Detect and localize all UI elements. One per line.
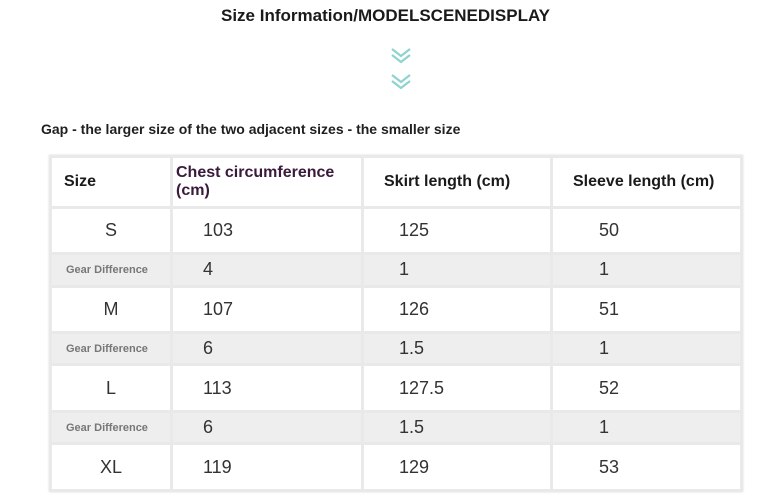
sleeve-value: 53 (553, 445, 740, 489)
table-row (52, 366, 740, 410)
sleeve-value: 1 (553, 334, 740, 363)
gear-difference-label: Gear Difference (52, 413, 170, 442)
double-chevron-down-icon (388, 46, 414, 92)
chest-value: 103 (173, 209, 361, 253)
table-row (52, 288, 740, 332)
skirt-value: 126 (364, 288, 550, 332)
chest-value: 4 (173, 255, 361, 284)
size-label: S (52, 209, 170, 253)
page-title: Size Information/MODELSCENEDISPLAY (220, 6, 551, 25)
size-label: XL (52, 445, 170, 489)
header-sleeve: Sleeve length (cm) (553, 158, 740, 206)
chest-value: 113 (173, 366, 361, 410)
skirt-value: 1.5 (364, 413, 550, 442)
gear-difference-label: Gear Difference (52, 255, 170, 284)
chest-value: 6 (173, 334, 361, 363)
skirt-value: 1.5 (364, 334, 550, 363)
skirt-value: 129 (364, 445, 550, 489)
size-label: M (52, 288, 170, 332)
sleeve-value: 50 (553, 209, 740, 253)
chest-value: 119 (173, 445, 361, 489)
sleeve-value: 1 (553, 413, 740, 442)
table-row (52, 255, 740, 284)
chest-value: 6 (173, 413, 361, 442)
size-table-container (49, 155, 743, 492)
table-row (52, 445, 740, 489)
gear-difference-label: Gear Difference (52, 334, 170, 363)
header-size: Size (52, 158, 170, 206)
table-row (52, 413, 740, 442)
skirt-value: 125 (364, 209, 550, 253)
size-label: L (52, 366, 170, 410)
skirt-value: 127.5 (364, 366, 550, 410)
header-chest: Chest circumference (cm) (173, 158, 361, 206)
header-skirt: Skirt length (cm) (364, 158, 550, 206)
sleeve-value: 1 (553, 255, 740, 284)
table-row (52, 209, 740, 253)
skirt-value: 1 (364, 255, 550, 284)
chest-value: 107 (173, 288, 361, 332)
gap-definition-note: Gap - the larger size of the two adjacent sizes - the smaller size (41, 121, 461, 137)
sleeve-value: 51 (553, 288, 740, 332)
size-table (49, 155, 743, 492)
table-header-row (52, 158, 740, 206)
table-row (52, 334, 740, 363)
sleeve-value: 52 (553, 366, 740, 410)
